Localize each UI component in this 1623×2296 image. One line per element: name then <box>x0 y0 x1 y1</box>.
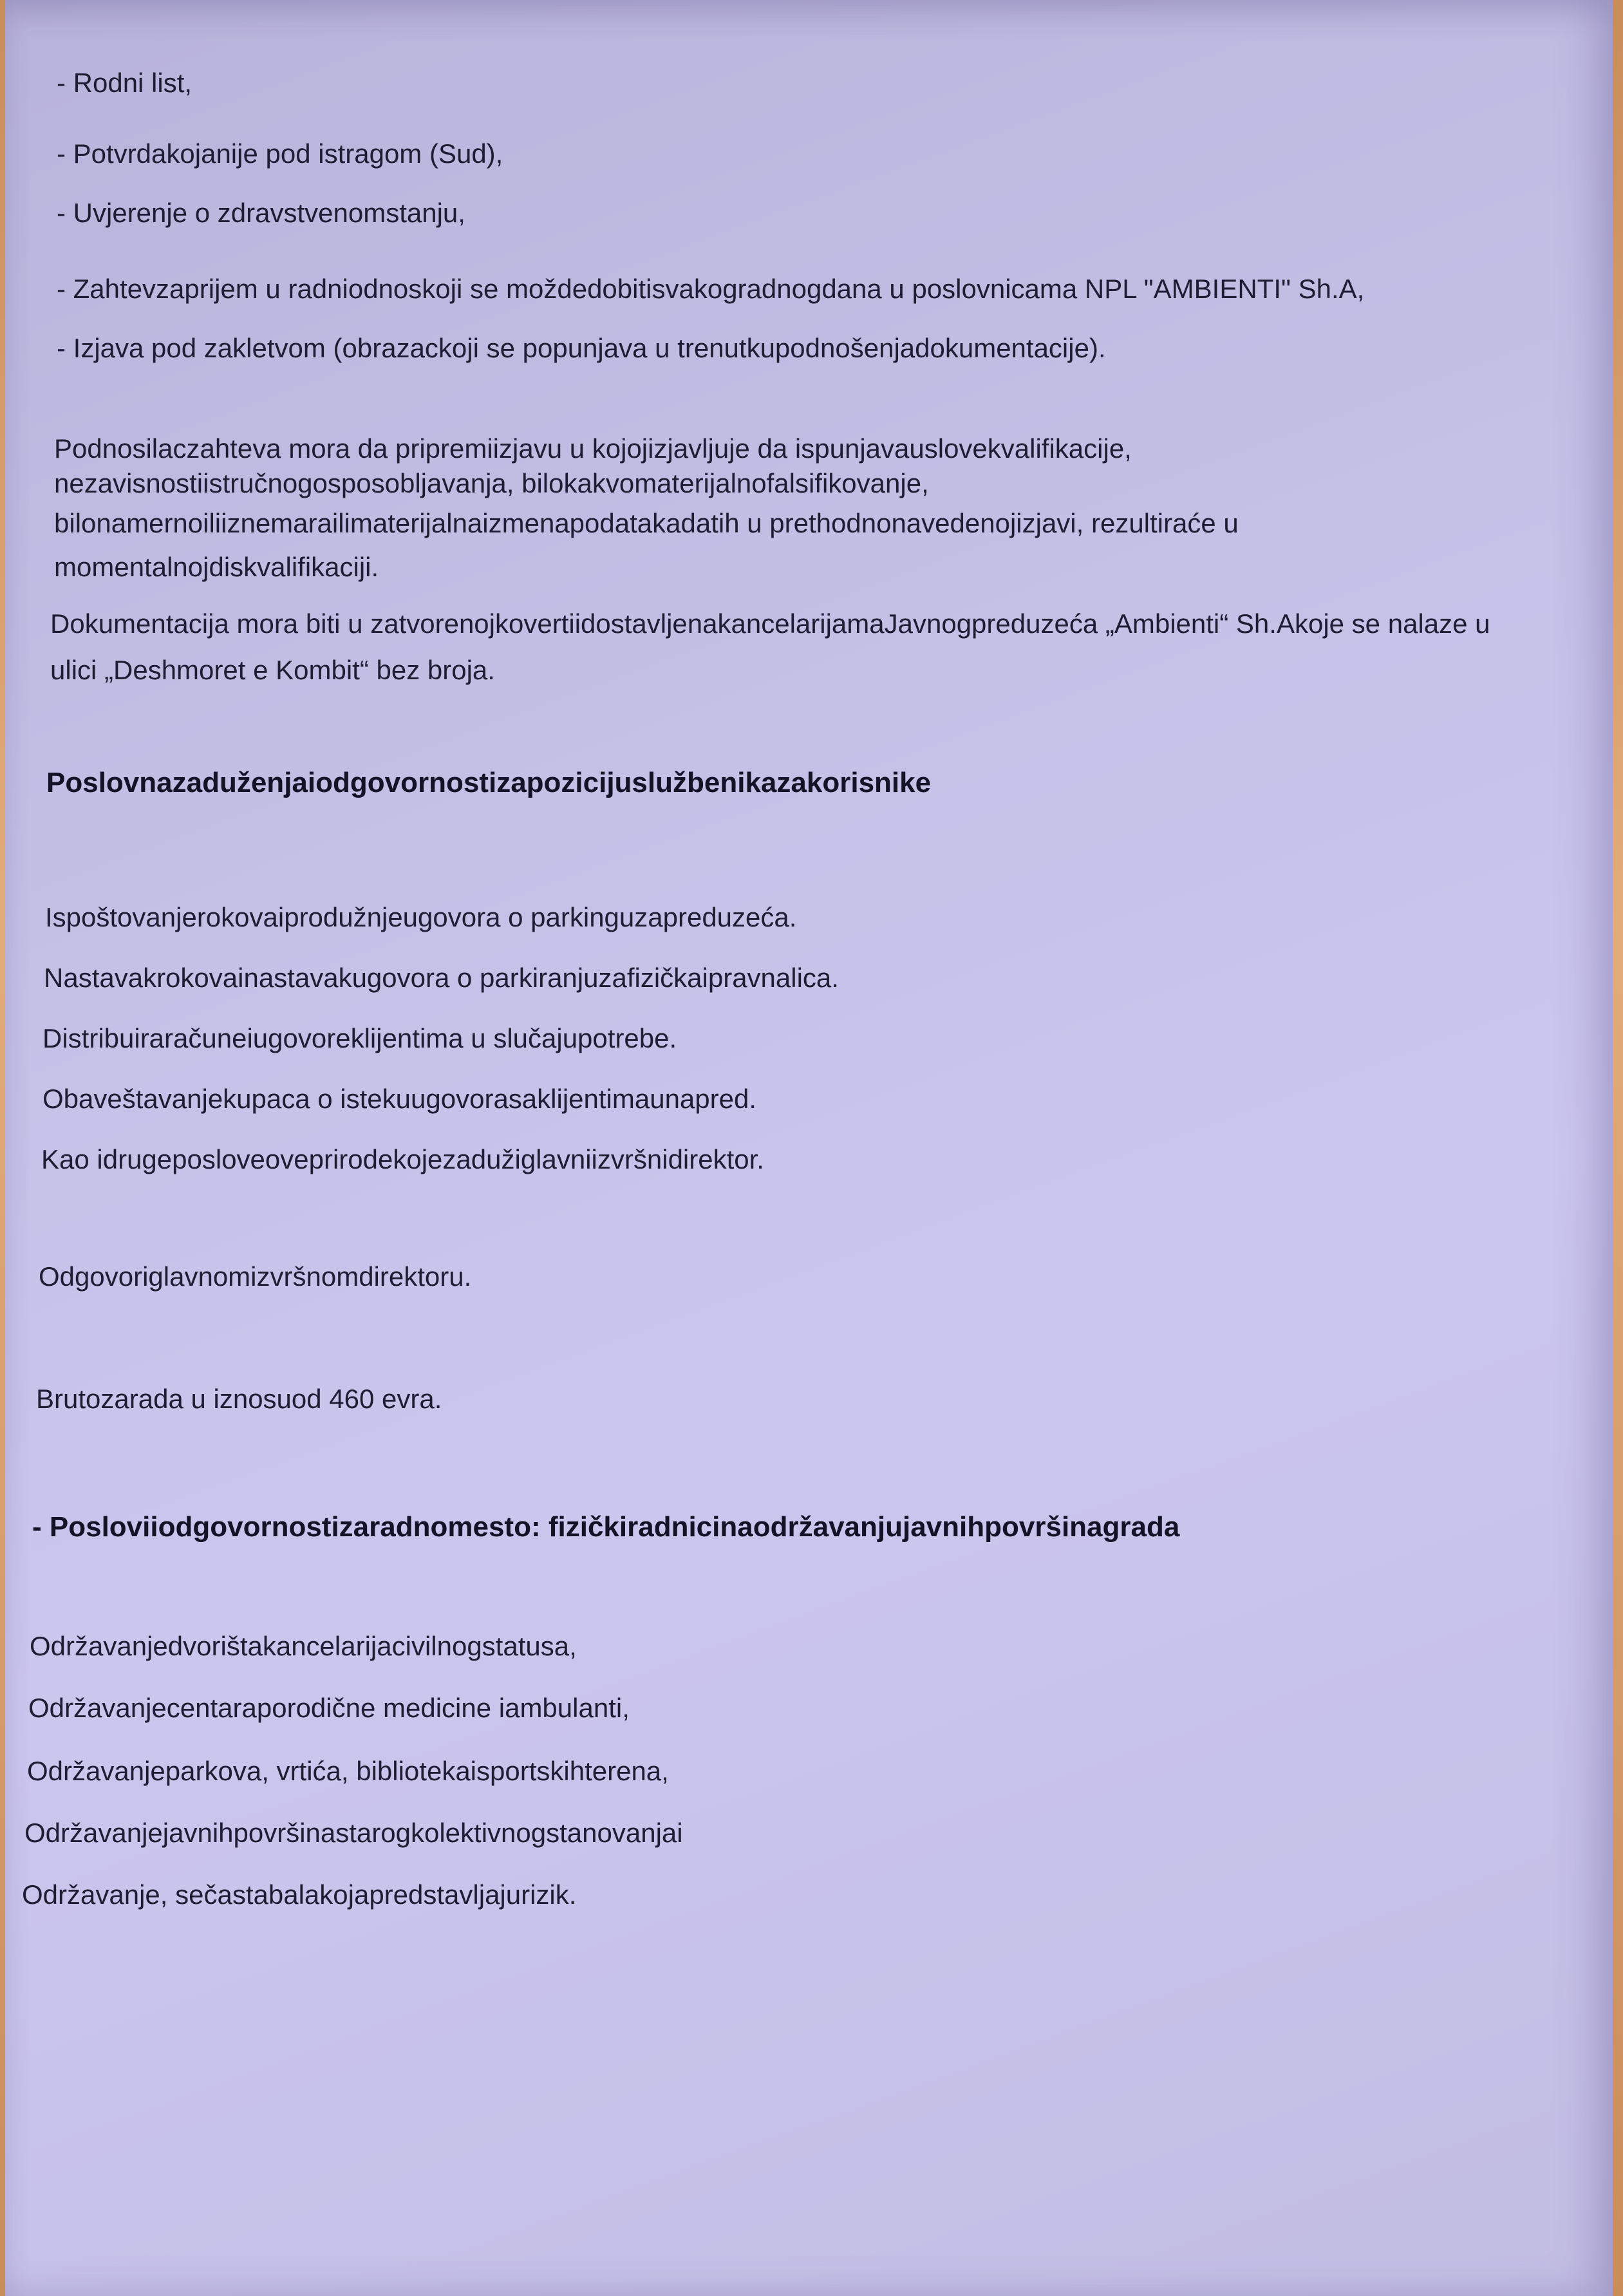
duty-item: Obaveštavanjekupaca o istekuugovorasaklijentimaunapred. <box>42 1084 757 1114</box>
paragraph-line: nezavisnostiistručnogosposobljavanja, bilokakvomaterijalnofalsifikovanje, <box>54 468 929 498</box>
paragraph-line: ulici „Deshmoret e Kombit“ bez broja. <box>50 655 495 685</box>
duty-item: Održavanje, sečastabalakojapredstavljajurizik. <box>22 1879 577 1910</box>
document-page <box>5 0 1613 2296</box>
duty-item: Održavanjejavnihpovršinastarogkolektivnogstanovanjai <box>24 1818 683 1848</box>
paragraph-line: bilonamernoiliiznemarailimaterijalnaizmenapodatakadatih u prethodnonavedenojizjavi, rezultiraće u <box>54 508 1239 538</box>
list-item: - Zahtevzaprijem u radniodnoskoji se moždedobitisvakogradnogdana u poslovnicama NPL "AMBIENTI" Sh.A, <box>57 274 1365 304</box>
list-item: - Rodni list, <box>57 68 192 98</box>
reports-to-line: Odgovoriglavnomizvršnomdirektoru. <box>39 1261 472 1292</box>
duty-item: Ispoštovanjerokovaiprodužnjeugovora o parkinguzapreduzeća. <box>45 902 797 932</box>
list-item: - Izjava pod zakletvom (obrazackoji se popunjava u trenutkupodnošenjadokumentacije). <box>57 333 1106 363</box>
duty-item: Održavanjeparkova, vrtića, bibliotekaisportskihterena, <box>27 1756 669 1786</box>
salary-line: Brutozarada u iznosuod 460 evra. <box>36 1384 442 1414</box>
paragraph-line: Podnosilaczahteva mora da pripremiizjavu u kojojizjavljuje da ispunjavauslovekvalifikacije, <box>54 433 1132 464</box>
duty-item: Održavanjedvorištakancelarijacivilnogstatusa, <box>30 1631 577 1661</box>
duty-item: Distribuiraračuneiugovoreklijentima u slučajupotrebe. <box>42 1023 677 1053</box>
paragraph-line: Dokumentacija mora biti u zatvorenojkovertiidostavljenakancelarijamaJavnogpreduzeća „Ambienti“ Sh.Akoje se nalaze u <box>50 608 1490 639</box>
section-heading: Poslovnazaduženjaiodgovornostizapozicijuslužbenikazakorisnike <box>46 767 932 798</box>
paragraph-line: momentalnojdiskvalifikaciji. <box>54 552 379 582</box>
list-item: - Uvjerenje o zdravstvenomstanju, <box>57 198 465 228</box>
duty-item: Kao idrugeposloveoveprirodekojezadužiglavniizvršnidirektor. <box>41 1144 764 1174</box>
duty-item: Održavanjecentaraporodične medicine iambulanti, <box>28 1693 630 1723</box>
list-item: - Potvrdakojanije pod istragom (Sud), <box>57 138 503 169</box>
duty-item: Nastavakrokovainastavakugovora o parkiranjuzafizičkaipravnalica. <box>44 963 839 993</box>
section-heading: - Posloviiodgovornostizaradnomesto: fizičkiradnicinaodržavanjujavnihpovršinagrada <box>32 1511 1180 1543</box>
